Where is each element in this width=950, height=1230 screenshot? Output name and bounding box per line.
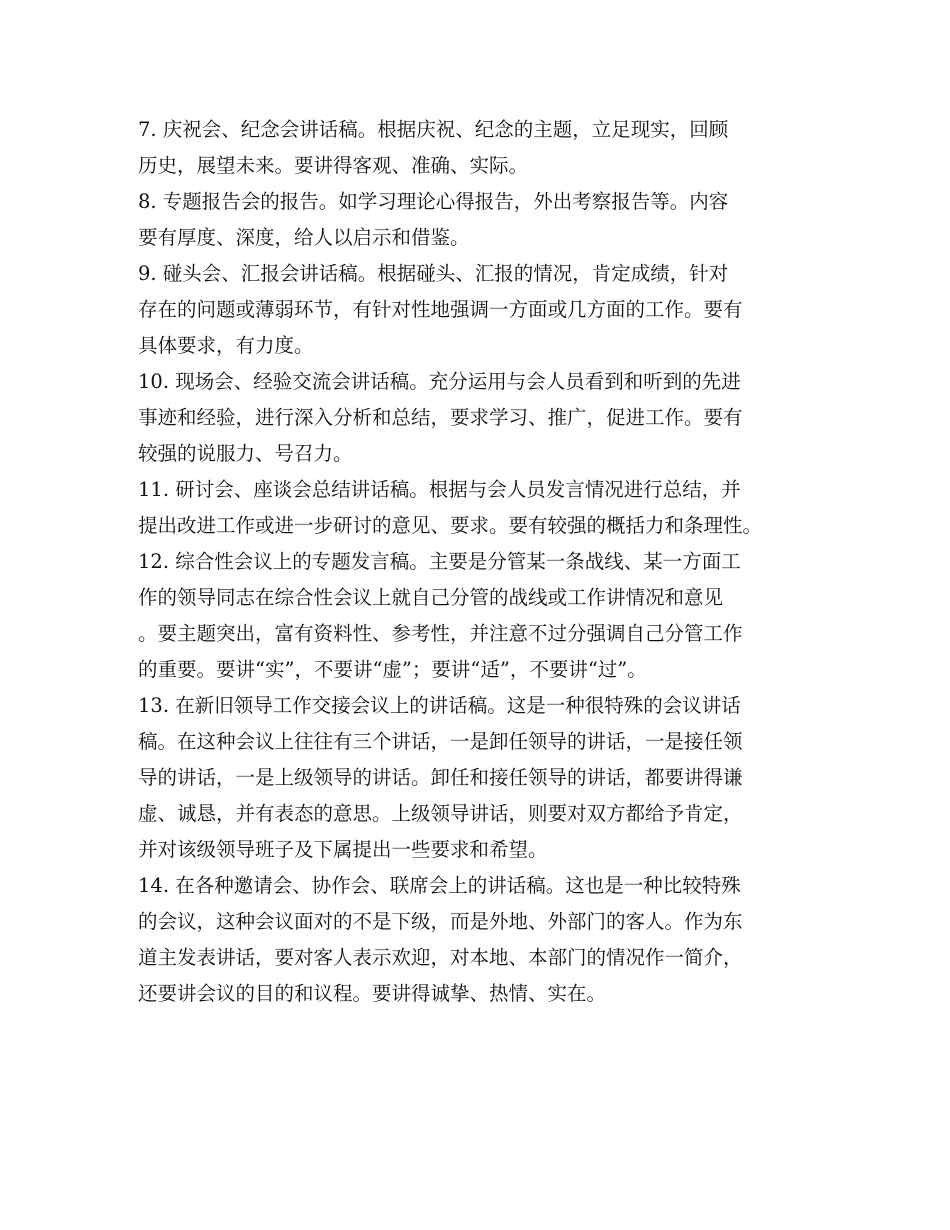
text-line: 事迹和经验，进行深入分析和总结，要求学习、推广，促进工作。要有 <box>138 406 743 429</box>
text-line: 7. 庆祝会、纪念会讲话稿。根据庆祝、纪念的主题，立足现实，回顾 <box>138 118 729 141</box>
text-line: 导的讲话，一是上级领导的讲话。卸任和接任领导的讲话，都要讲得谦 <box>138 766 743 789</box>
text-line: 要有厚度、深度，给人以启示和借鉴。 <box>138 226 470 249</box>
text-line: 。要主题突出，富有资料性、参考性，并注意不过分强调自己分管工作 <box>138 622 743 645</box>
text-line: 13. 在新旧领导工作交接会议上的讲话稿。这是一种很特殊的会议讲话 <box>138 694 741 717</box>
text-line: 12. 综合性会议上的专题发言稿。主要是分管某一条战线、某一方面工 <box>138 550 741 573</box>
text-line: 9. 碰头会、汇报会讲话稿。根据碰头、汇报的情况，肯定成绩，针对 <box>138 262 729 285</box>
text-line: 较强的说服力、号召力。 <box>138 442 353 465</box>
text-line: 11. 研讨会、座谈会总结讲话稿。根据与会人员发言情况进行总结，并 <box>138 478 741 501</box>
text-line: 虚、诚恳，并有表态的意思。上级领导讲话，则要对双方都给予肯定， <box>138 802 743 825</box>
text-line: 作的领导同志在综合性会议上就自己分管的战线或工作讲情况和意见 <box>138 586 724 609</box>
text-line: 还要讲会议的目的和议程。要讲得诚挚、热情、实在。 <box>138 982 607 1005</box>
text-line: 存在的问题或薄弱环节，有针对性地强调一方面或几方面的工作。要有 <box>138 298 743 321</box>
text-line: 提出改进工作或进一步研讨的意见、要求。要有较强的概括力和条理性。 <box>138 514 763 537</box>
text-line: 的会议，这种会议面对的不是下级，而是外地、外部门的客人。作为东 <box>138 910 743 933</box>
text-line: 并对该级领导班子及下属提出一些要求和希望。 <box>138 838 548 861</box>
text-line: 历史，展望未来。要讲得客观、准确、实际。 <box>138 154 529 177</box>
text-line: 8. 专题报告会的报告。如学习理论心得报告，外出考察报告等。内容 <box>138 190 729 213</box>
text-line: 的重要。要讲“实”，不要讲“虚”；要讲“适”，不要讲“过”。 <box>138 658 647 681</box>
text-line: 14. 在各种邀请会、协作会、联席会上的讲话稿。这也是一种比较特殊 <box>138 874 741 897</box>
text-line: 稿。在这种会议上往往有三个讲话，一是卸任领导的讲话，一是接任领 <box>138 730 743 753</box>
text-line: 道主发表讲话，要对客人表示欢迎，对本地、本部门的情况作一简介， <box>138 946 743 969</box>
document-body <box>138 112 828 1012</box>
text-line: 具体要求，有力度。 <box>138 334 314 357</box>
text-line: 10. 现场会、经验交流会讲话稿。充分运用与会人员看到和听到的先进 <box>138 370 741 393</box>
